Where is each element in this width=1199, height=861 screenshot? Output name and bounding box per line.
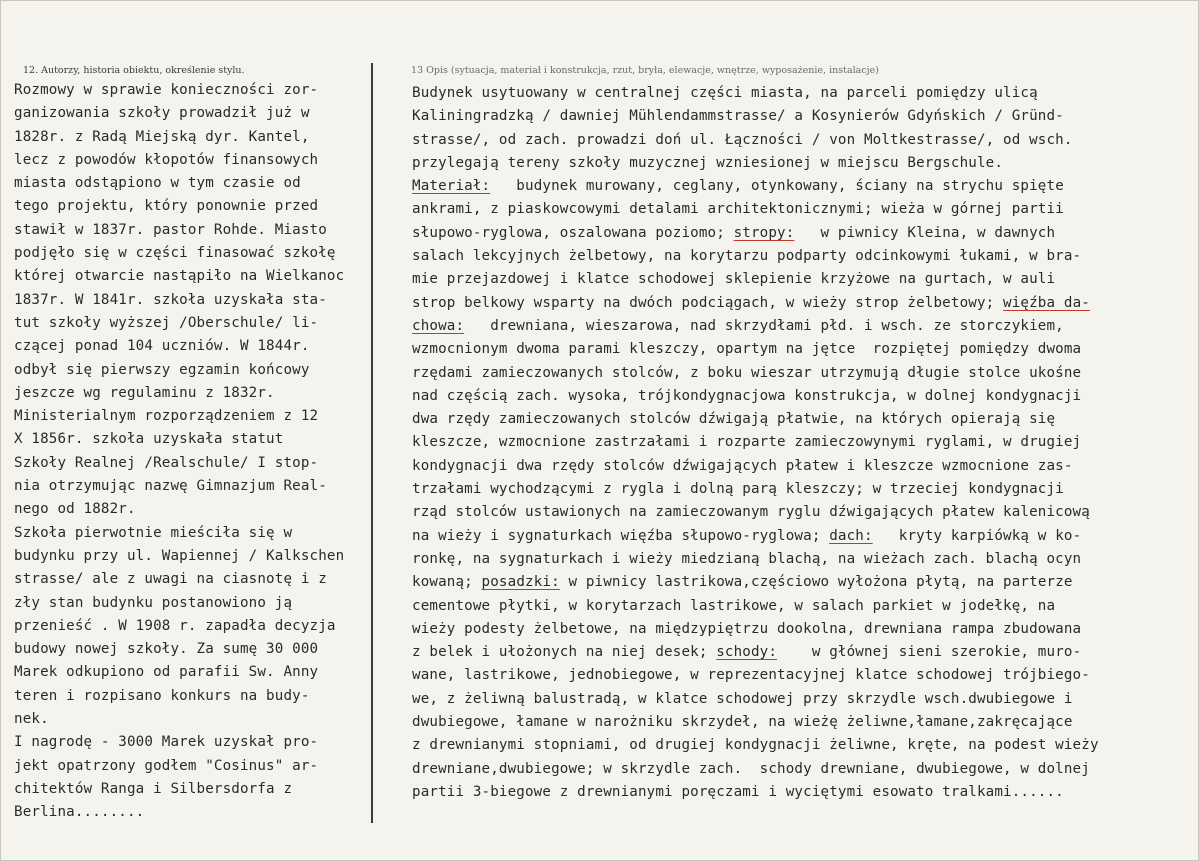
text-line: Rozmowy w sprawie konieczności zor- xyxy=(14,82,319,98)
text-line: kleszcze, wzmocnione zastrzałami i rozparte zamieczowynymi ryglami, w drugiej xyxy=(412,434,1082,451)
text-line: dwubiegowe, łamane w narożniku skrzydeł, na wieżę żeliwne,łamane,zakręcające xyxy=(412,714,1073,731)
text-line: Kaliningradzką / dawniej Mühlendammstrasse/ a Kosynierów Gdyńskich / Gründ- xyxy=(412,108,1064,125)
text-line: X 1856r. szkoła uzyskała statut xyxy=(14,431,284,448)
text-line: we, z żeliwną balustradą, w klatce schodowej przy skrzydle wsch.dwubiegowe i xyxy=(412,690,1073,707)
text-line: nek. xyxy=(14,711,49,728)
text-line: drewniane,dwubiegowe; w skrzydle zach. schody drewniane, dwubiegowe, w dolnej xyxy=(412,760,1090,777)
text-line: której otwarcie nastąpiło na Wielkanoc xyxy=(14,268,345,285)
text-line: teren i rozpisano konkurs na budy- xyxy=(14,687,310,704)
text-line: strasse/ ale z uwagi na ciasnotę i z xyxy=(14,571,327,588)
text-line: Szkoła pierwotnie mieściła się w xyxy=(14,524,293,541)
text-line: rząd stolców ustawionych na zamieczowanym ryglu dźwigających płatew kalenicową xyxy=(412,504,1090,521)
section-12-heading: 12. Autorzy, historia obiektu, określenie stylu. xyxy=(23,65,245,76)
text-line: tut szkoły wyższej /Oberschule/ li- xyxy=(14,314,319,331)
text-line: czącej ponad 104 uczniów. W 1844r. xyxy=(14,338,310,355)
text-line: Berlina........ xyxy=(14,804,145,821)
text-line: partii 3-biegowe z drewnianymi poręczami i wyciętymi esowato tralkami...... xyxy=(412,783,1064,800)
text-line: trzałami wychodzącymi z rygla i dolną parą kleszczy; w trzeciej kondygnacji xyxy=(412,481,1064,498)
text-line: zły stan budynku postanowiono ją xyxy=(14,594,293,611)
text-line: tego projektu, który ponownie przed xyxy=(14,198,319,215)
text-line: z belek i ułożonych na niej desek; schody: w głównej sieni szerokie, muro- xyxy=(412,644,1082,661)
text-line: stawił w 1837r. pastor Rohde. Miasto xyxy=(14,221,327,238)
text-line: 1828r. z Radą Miejską dyr. Kantel, xyxy=(14,128,310,145)
text-line: przylegają tereny szkoły muzycznej wzniesionej w miejscu Bergschule. xyxy=(412,154,1004,171)
text-line: dwa rzędy zamieczowanych stolców dźwigają płatwie, na których opierają się xyxy=(412,411,1056,428)
text-line: z drewnianymi stopniami, od drugiej kondygnacji żeliwne, kręte, na podest wieży xyxy=(412,737,1099,754)
text-line: salach lekcyjnych żelbetowy, na korytarzu podparty odcinkowymi łukami, w bra- xyxy=(412,248,1082,265)
text-line: Budynek usytuowany w centralnej części miasta, na parceli pomiędzy ulicą xyxy=(412,85,1038,101)
text-line: strop belkowy wsparty na dwóch podciągach, w wieży strop żelbetowy; więźba da- xyxy=(412,294,1090,311)
text-line: podjęło się w części finasować szkołę xyxy=(14,245,336,262)
text-line: rzędami zamieczowanych stolców, z boku wieszar utrzymują długie stolce ukośne xyxy=(412,364,1082,381)
text-line: przenieść . W 1908 r. zapadła decyzja xyxy=(14,617,336,634)
text-line: nego od 1882r. xyxy=(14,501,136,518)
text-line: nad częścią zach. wysoka, trójkondygnacjowa konstrukcja, w dolnej kondygnacji xyxy=(412,387,1082,404)
text-line: cementowe płytki, w korytarzach lastrikowe, w salach parkiet w jodełkę, na xyxy=(412,597,1056,614)
text-line: Ministerialnym rozporządzeniem z 12 xyxy=(14,408,319,425)
text-line: ankrami, z piaskowcowymi detalami architektonicznymi; wieża w górnej partii xyxy=(412,201,1064,218)
text-line: słupowo-ryglowa, oszalowana poziomo; stropy: w piwnicy Kleina, w dawnych xyxy=(412,224,1056,241)
text-line: mie przejazdowej i klatce schodowej sklepienie krzyżowe na gurtach, w auli xyxy=(412,271,1056,288)
section-13-heading: 13 Opis (sytuacja, materiał i konstrukcja, rzut, bryła, elewacje, wnętrze, wyposażenie, instalacje) xyxy=(411,65,879,76)
text-line: budowy nowej szkoły. Za sumę 30 000 xyxy=(14,641,319,658)
history-text-column xyxy=(14,79,394,825)
text-line: miasta odstąpiono w tym czasie od xyxy=(14,175,301,192)
text-line: na wieży i sygnaturkach więźba słupowo-ryglowa; dach: kryty karpiówką w ko- xyxy=(412,527,1082,544)
text-line: budynku przy ul. Wapiennej / Kalkschen xyxy=(14,547,345,564)
text-line: Marek odkupiono od parafii Sw. Anny xyxy=(14,664,319,681)
text-line: lecz z powodów kłopotów finansowych xyxy=(14,151,319,168)
description-text-column xyxy=(412,82,1197,804)
text-line: I nagrodę - 3000 Marek uzyskał pro- xyxy=(14,734,319,751)
text-line: Materiał: budynek murowany, ceglany, otynkowany, ściany na strychu spięte xyxy=(412,178,1064,195)
text-line: jekt opatrzony godłem "Cosinus" ar- xyxy=(14,757,319,774)
text-line: odbył się pierwszy egzamin końcowy xyxy=(14,361,310,378)
text-line: jeszcze wg regulaminu z 1832r. xyxy=(14,384,275,401)
text-line: nia otrzymując nazwę Gimnazjum Real- xyxy=(14,478,327,495)
text-line: chitektów Ranga i Silbersdorfa z xyxy=(14,780,293,797)
text-line: wieży podesty żelbetowe, na międzypiętrzu dookolna, drewniana rampa zbudowana xyxy=(412,620,1082,637)
text-line: chowa: drewniana, wieszarowa, nad skrzydłami płd. i wsch. ze storczykiem, xyxy=(412,317,1064,334)
text-line: wzmocnionym dwoma parami kleszczy, opartym na jętce rozpiętej pomiędzy dwoma xyxy=(412,341,1082,358)
text-line: 1837r. W 1841r. szkoła uzyskała sta- xyxy=(14,291,327,308)
text-line: Szkoły Realnej /Realschule/ I stop- xyxy=(14,454,319,471)
text-line: ronkę, na sygnaturkach i wieży miedzianą blachą, na wieżach zach. blachą ocyn xyxy=(412,550,1082,567)
text-line: strasse/, od zach. prowadzi doń ul. Łączności / von Moltkestrasse/, od wsch. xyxy=(412,131,1073,148)
text-line: kowaną; posadzki: w piwnicy lastrikowa,częściowo wyłożona płytą, na parterze xyxy=(412,574,1073,591)
text-line: kondygnacji dwa rzędy stolców dźwigających płatew i kleszcze wzmocnione zas- xyxy=(412,457,1073,474)
text-line: ganizowania szkoły prowadził już w xyxy=(14,105,310,122)
text-line: wane, lastrikowe, jednobiegowe, w reprezentacyjnej klatce schodowej trójbiego- xyxy=(412,667,1090,684)
